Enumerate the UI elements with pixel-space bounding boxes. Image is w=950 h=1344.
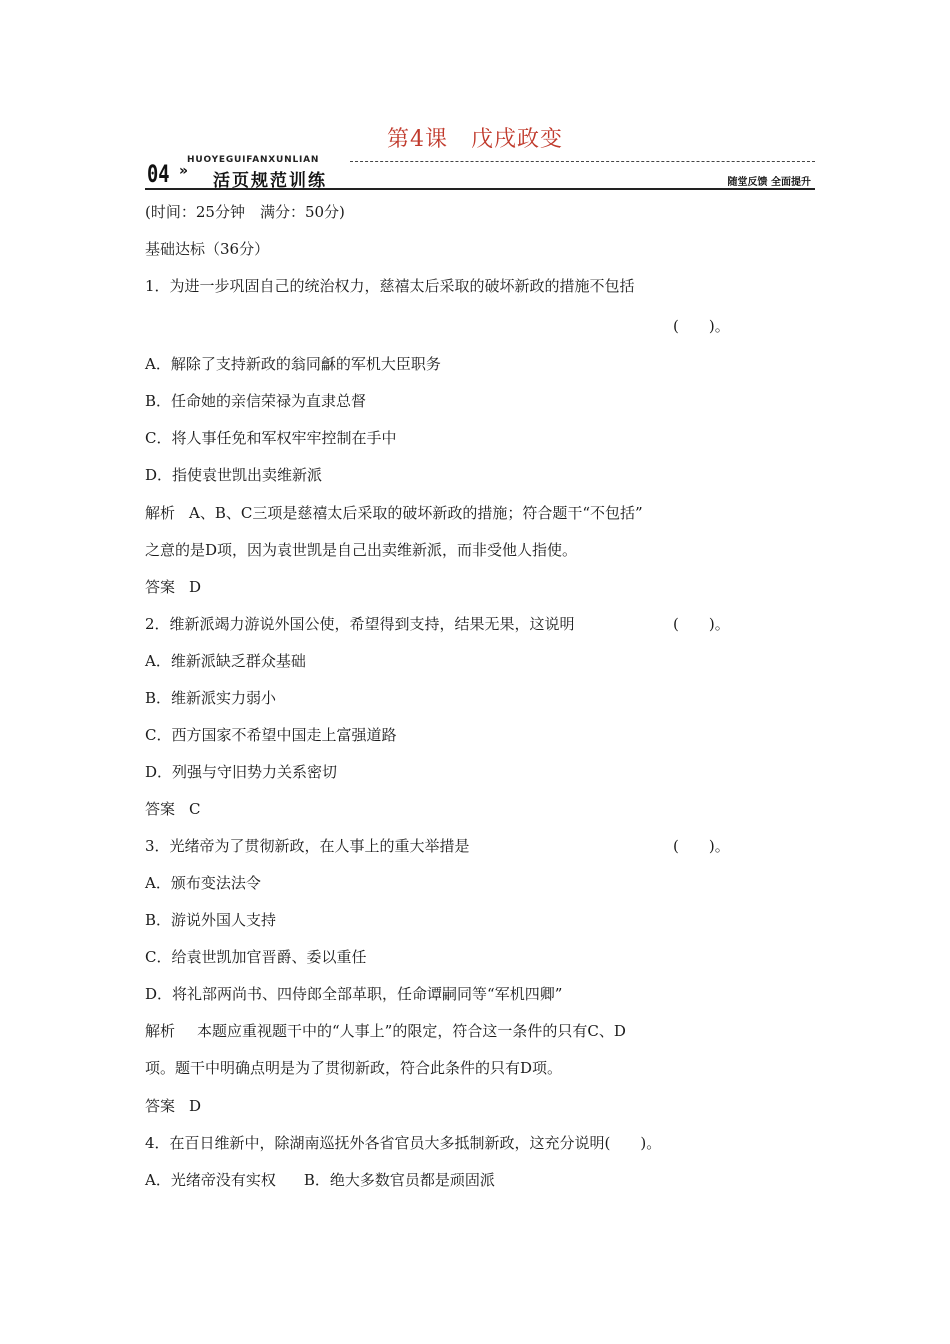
section-banner xyxy=(145,156,815,192)
q2-answer xyxy=(145,799,201,819)
chevron-icon: » xyxy=(179,163,189,179)
q2-option-b: B．维新派实力弱小 xyxy=(145,689,277,707)
q2-answer-value: C xyxy=(189,800,201,818)
q1-answer-blank: ( )。 xyxy=(673,317,730,335)
q4-options-row xyxy=(145,1170,495,1190)
q4-option-a: A．光绪帝没有实权 xyxy=(145,1171,276,1189)
q3-answer-value: D xyxy=(189,1097,202,1115)
banner-heading: 活页规范训练 xyxy=(213,171,327,191)
q1-option-b: B．任命她的亲信荣禄为直隶总督 xyxy=(145,392,367,410)
q4-option-b: B．绝大多数官员都是顽固派 xyxy=(303,1171,495,1189)
q4-stem: 4．在百日维新中，除湖南巡抚外各省官员大多抵制新政，这充分说明( )。 xyxy=(145,1134,662,1152)
q3-analysis-text: 本题应重视题干中的“人事上”的限定，符合这一条件的只有C、D xyxy=(197,1022,626,1040)
q3-analysis xyxy=(145,1021,626,1041)
q3-answer-label: 答案 xyxy=(145,1097,176,1115)
section-heading: 基础达标（36分） xyxy=(145,240,270,258)
q3-answer xyxy=(145,1096,201,1116)
banner-dashed-rule xyxy=(350,161,815,162)
q3-stem: 3．光绪帝为了贯彻新政，在人事上的重大举措是 xyxy=(145,837,470,855)
q3-analysis-label: 解析 xyxy=(145,1022,176,1040)
q1-analysis-text: A、B、C三项是慈禧太后采取的破坏新政的措施；符合题干“不包括” xyxy=(189,504,643,522)
q3-analysis-cont: 项。题干中明确点明是为了贯彻新政，符合此条件的只有D项。 xyxy=(145,1059,563,1077)
q1-answer-value: D xyxy=(189,578,202,596)
q2-answer-label: 答案 xyxy=(145,800,176,818)
q2-stem: 2．维新派竭力游说外国公使，希望得到支持，结果无果，这说明 xyxy=(145,615,575,633)
banner-number: 04 xyxy=(147,160,170,188)
banner-underline xyxy=(145,188,815,190)
q3-option-c: C．给袁世凯加官晋爵、委以重任 xyxy=(145,948,367,966)
q1-analysis-cont: 之意的是D项，因为袁世凯是自己出卖维新派，而非受他人指使。 xyxy=(145,541,578,559)
q1-option-a: A．解除了支持新政的翁同龢的军机大臣职务 xyxy=(145,355,441,373)
q2-option-d: D．列强与守旧势力关系密切 xyxy=(145,763,338,781)
banner-pinyin: HUOYEGUIFANXUNLIAN xyxy=(187,155,320,165)
q3-option-b: B．游说外国人支持 xyxy=(145,911,277,929)
q1-answer xyxy=(145,577,201,597)
q2-option-a: A．维新派缺乏群众基础 xyxy=(145,652,306,670)
q1-answer-label: 答案 xyxy=(145,578,176,596)
time-score-info: (时间：25分钟 满分：50分) xyxy=(145,203,345,221)
banner-tagline: 随堂反馈 全面提升 xyxy=(727,177,811,188)
q1-analysis-label: 解析 xyxy=(145,504,176,522)
q1-option-d: D．指使袁世凯出卖维新派 xyxy=(145,466,323,484)
q3-option-a: A．颁布变法法令 xyxy=(145,874,261,892)
q2-answer-blank: ( )。 xyxy=(673,615,730,633)
q1-analysis xyxy=(145,503,643,523)
q2-option-c: C．西方国家不希望中国走上富强道路 xyxy=(145,726,397,744)
lesson-title: 第4课 戊戌政变 xyxy=(387,127,563,152)
q3-answer-blank: ( )。 xyxy=(673,837,730,855)
q1-option-c: C．将人事任免和军权牢牢控制在手中 xyxy=(145,429,397,447)
q1-stem: 1．为进一步巩固自己的统治权力，慈禧太后采取的破坏新政的措施不包括 xyxy=(145,277,635,295)
q3-option-d: D．将礼部两尚书、四侍郎全部革职，任命谭嗣同等“军机四卿” xyxy=(145,985,563,1003)
